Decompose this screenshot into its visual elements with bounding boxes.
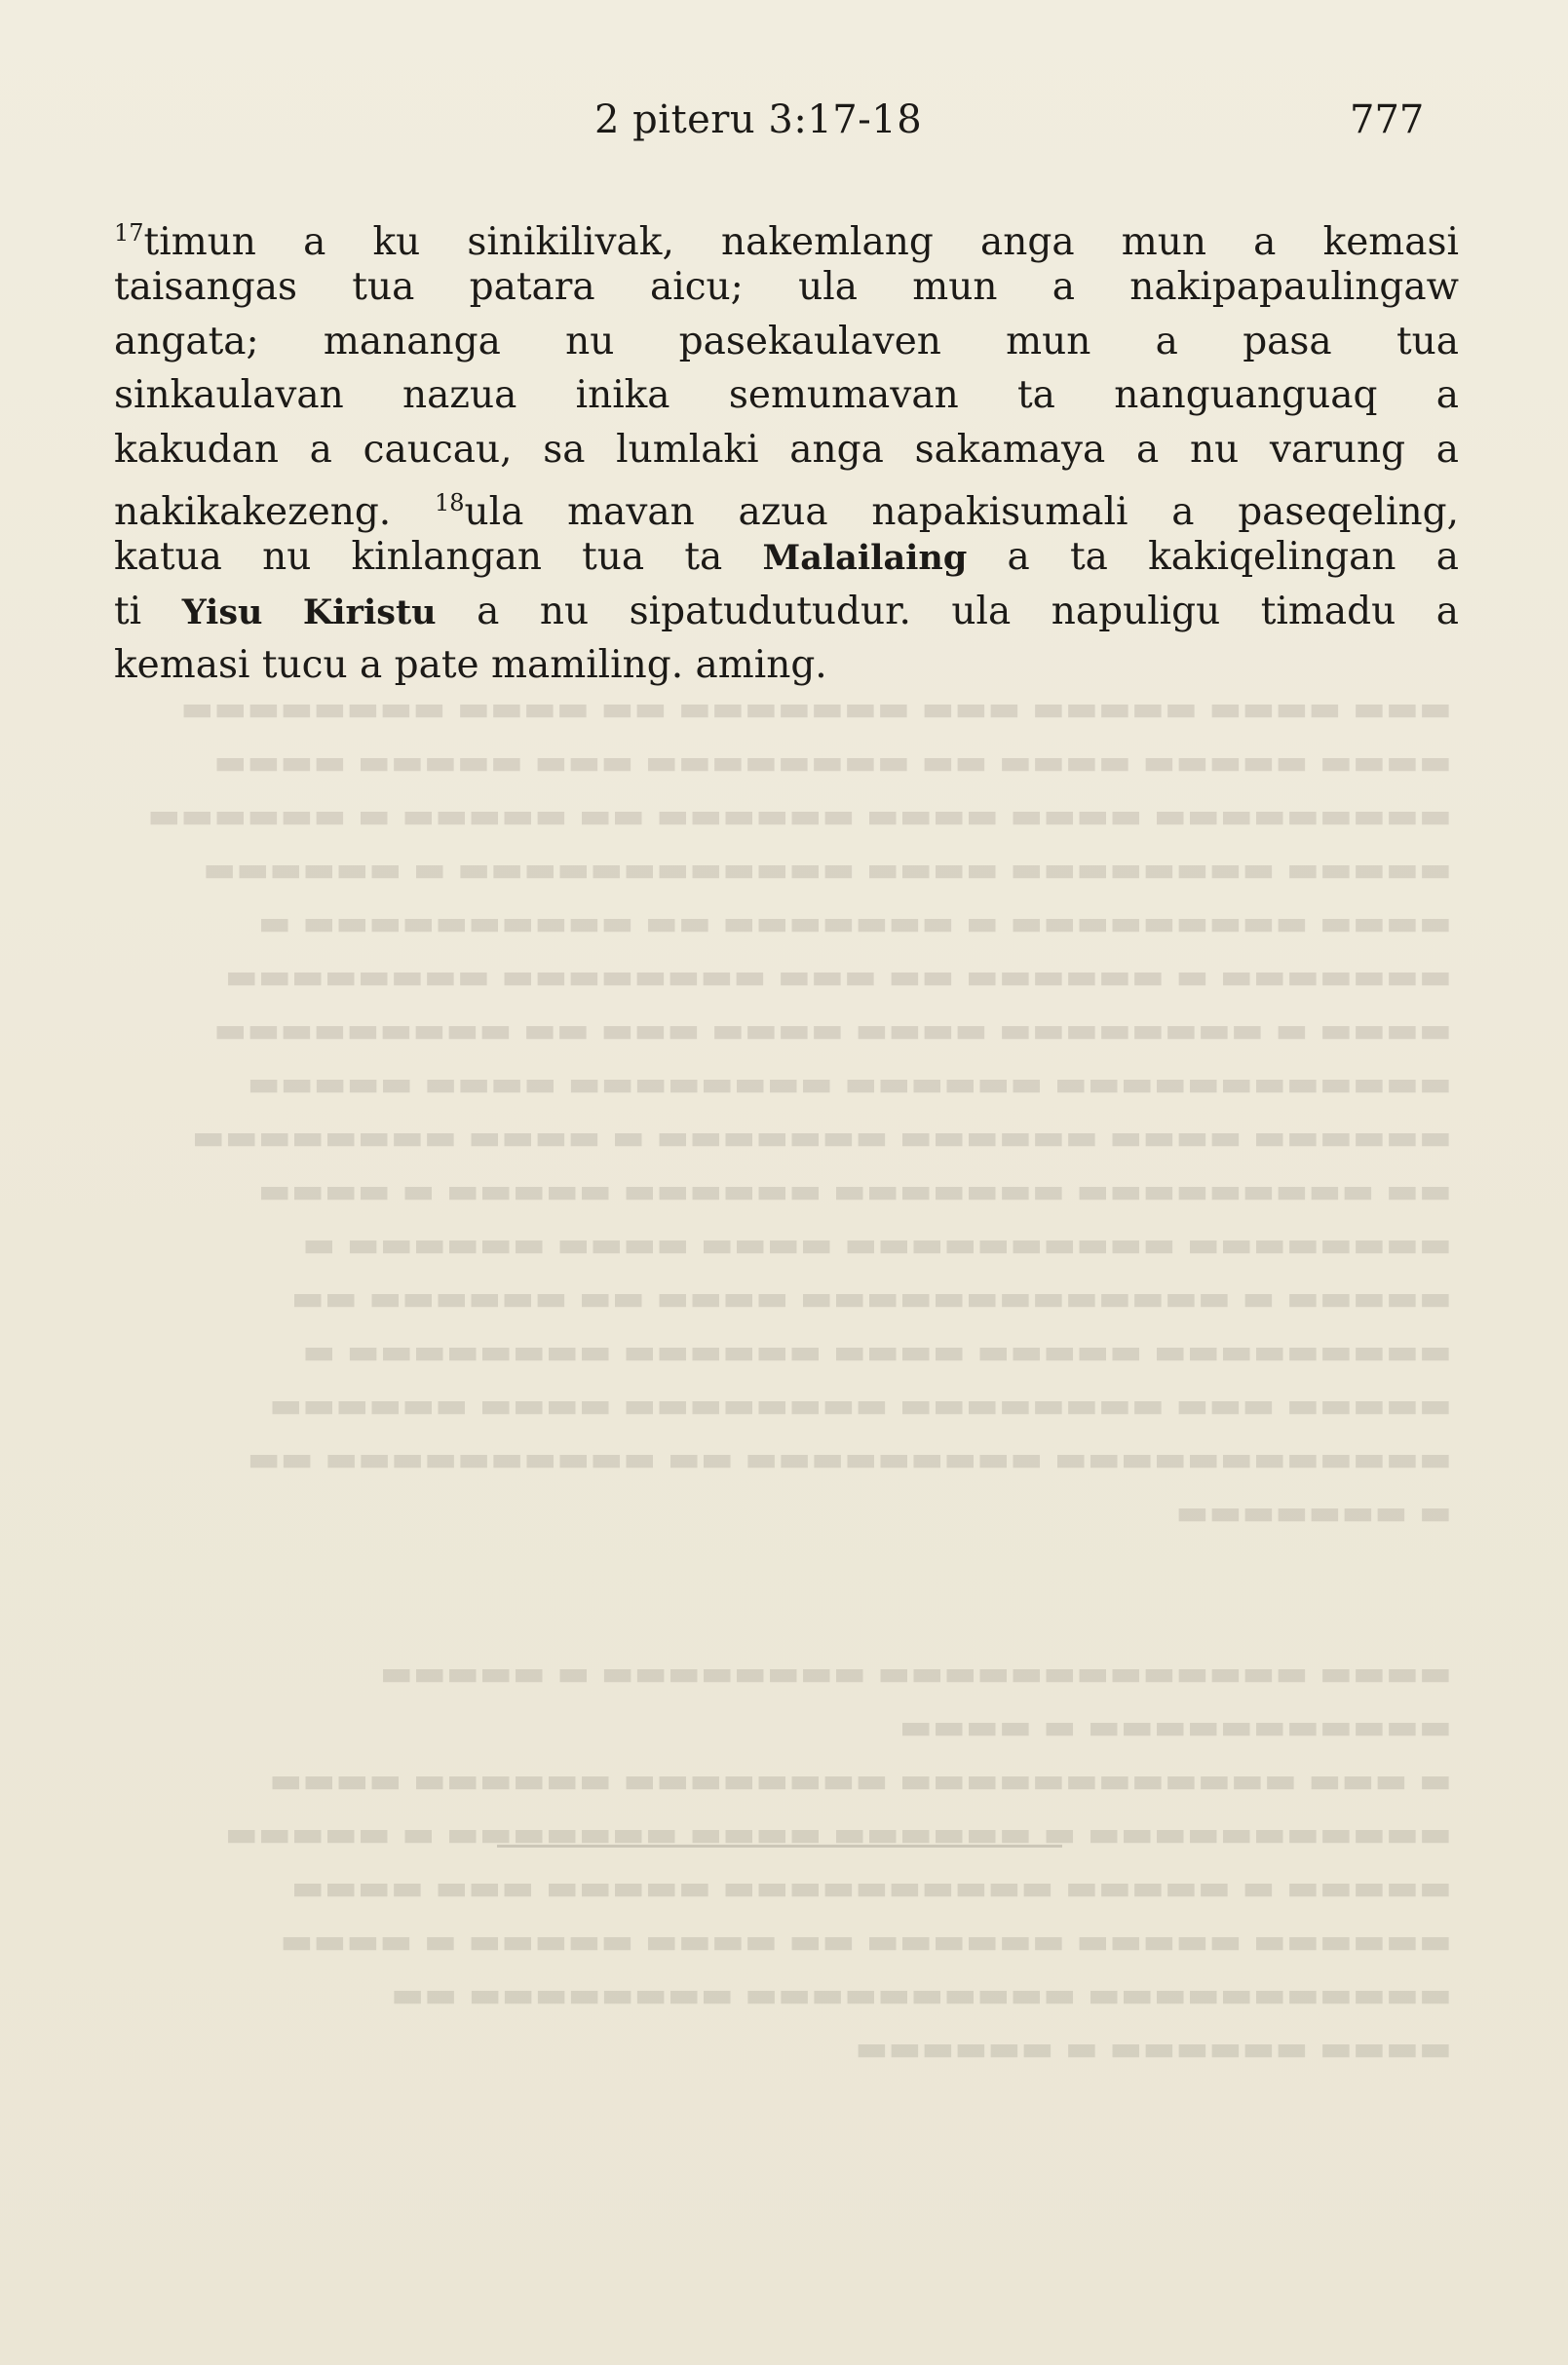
scripture-text [114,207,1459,693]
reverse-side-rule-bleed [497,1845,1062,1848]
text-line-4: sinkaulavan nazua inika semumavan ta nanguanguaq a [114,373,1459,418]
text-line-6-start: nakikakezeng. [114,489,392,534]
text-line-7-end: a ta kakiqelingan a [1007,535,1459,580]
page-header [0,97,1568,166]
text-line-8 [114,585,1459,638]
running-head: 2 piteru 3:17-18 [594,97,923,142]
text-line-5: kakudan a caucau, sa lumlaki anga sakamaya a nu varung a [114,427,1459,472]
text-line-8-end: a nu sipatudutudur. ula napuligu timadu a [477,589,1459,633]
yisu-kiristu-bold: Yisu Kiristu [181,591,437,632]
text-line-8-start: ti [114,589,142,633]
text-line-1-body: timun a ku sinikilivak, nakemlang anga mun a kemasi [143,220,1459,264]
verse-number-17: 17 [114,219,144,247]
text-line-1 [114,207,1459,264]
text-line-9: kemasi tucu a pate mamiling. aming. [114,643,827,688]
text-line-7-start: katua nu kinlangan tua ta [114,535,723,580]
page-number: 777 [1350,97,1425,142]
text-line-6 [114,477,1459,534]
text-line-7 [114,530,1459,584]
text-line-3: angata; mananga nu pasekaulaven mun a pasa tua [114,319,1459,363]
text-line-2: taisangas tua patara aicu; ula mun a nakipapaulingaw [114,265,1459,310]
verse-number-18: 18 [434,488,465,516]
reverse-side-bleed: ▬▬▬ ▬▬▬▬ ▬▬▬▬▬ ▬▬▬ ▬▬▬▬▬▬▬ ▬▬ ▬▬▬▬ ▬▬▬▬▬▬▬▬ ▬▬▬▬ ▬▬▬▬▬ ▬▬▬▬ ▬▬ ▬▬▬▬▬▬▬▬ ▬▬▬ ▬▬▬▬▬ ▬▬▬▬ ▬▬▬▬▬▬▬▬▬ ▬▬▬▬ ▬▬▬▬ ▬▬▬▬▬▬ ▬▬ ▬▬▬▬▬ ▬ ▬▬▬▬▬▬ ▬▬▬▬▬ ▬▬▬▬▬▬▬▬ ▬▬▬▬ ▬▬▬▬▬▬▬▬▬▬▬▬ ▬ ▬▬▬▬▬▬ ▬▬▬▬ ▬▬▬▬▬▬▬▬▬ ▬ ▬▬▬▬▬▬▬ ▬▬ ▬▬▬▬▬▬▬▬▬▬ ▬ ▬▬▬▬▬▬▬ ▬ ▬▬▬▬▬▬ ▬▬ ▬▬▬ ▬▬▬▬▬▬▬▬ ▬▬▬▬▬▬▬▬ ▬▬▬▬ ▬ ▬▬▬▬▬▬▬▬ ▬▬▬▬ ▬▬▬▬ ▬▬▬ ▬▬ ▬▬▬▬▬▬▬▬▬ ▬▬▬▬▬▬▬▬▬▬▬▬ ▬▬▬▬▬▬ ▬▬▬▬▬▬▬▬ ▬▬▬▬ ▬▬▬▬▬ ▬▬▬▬▬▬ ▬▬▬▬ ▬▬▬▬▬▬ ▬▬▬▬▬▬▬ ▬ ▬▬▬▬ ▬▬▬▬▬▬▬▬ ▬▬ ▬▬▬▬▬▬▬▬▬ ▬▬▬▬▬▬▬ ▬▬▬▬▬▬ ▬▬▬▬▬ ▬ ▬▬▬▬ ▬▬▬▬▬▬▬▬ ▬▬▬▬▬▬▬▬▬▬ ▬▬▬▬ ▬▬▬▬ ▬▬▬▬▬▬ ▬ ▬▬▬▬▬ ▬ ▬▬▬▬▬▬▬▬▬▬▬▬▬ ▬▬▬▬ ▬▬ ▬▬▬▬▬▬ ▬▬ ▬▬▬▬▬▬▬▬▬ ▬▬▬▬▬ ▬▬▬▬ ▬▬▬▬▬▬ ▬▬▬▬▬▬▬▬ ▬ ▬▬▬▬▬ ▬▬▬ ▬▬▬▬▬▬▬▬ ▬▬▬▬▬▬▬▬ ▬▬▬▬ ▬▬▬▬▬▬ ▬▬▬▬▬▬▬▬▬▬▬▬ ▬▬▬▬▬▬▬▬▬ ▬▬ ▬▬▬▬▬▬▬▬▬▬ ▬▬ ▬ ▬▬▬▬▬▬▬ ▬▬▬▬ ▬▬▬▬▬▬▬▬▬▬▬▬▬ ▬▬▬▬▬▬▬▬ ▬ ▬▬▬▬▬ ▬▬▬▬▬▬▬▬▬▬▬ ▬ ▬▬▬▬ ▬ ▬▬▬ ▬▬▬▬▬▬▬▬▬▬▬▬ ▬▬▬▬▬▬▬▬ ▬▬▬▬▬▬ ▬▬▬▬ ▬▬▬▬▬▬▬▬▬▬▬ ▬ ▬▬▬▬▬▬ ▬▬▬▬ ▬▬▬▬▬▬▬ ▬ ▬▬▬▬▬ ▬▬▬▬▬ ▬ ▬▬▬▬▬ ▬▬▬▬▬▬▬▬▬▬ ▬▬▬▬▬ ▬▬▬ ▬▬▬▬ ▬▬▬▬▬▬ ▬▬▬▬▬ ▬▬▬▬▬▬ ▬▬ ▬▬▬▬ ▬▬▬▬▬ ▬ ▬▬▬▬ ▬▬▬▬▬▬▬▬▬▬▬ ▬▬▬▬▬▬▬▬▬▬ ▬▬▬▬▬▬▬▬ ▬▬ ▬▬▬▬ ▬▬▬▬▬▬ ▬ ▬▬▬▬▬▬ [147,689,1452,2069]
text-line-6-end: ula mavan azua napakisumali a paseqeling, [464,489,1459,534]
malailaing-bold: Malailaing [762,538,968,579]
